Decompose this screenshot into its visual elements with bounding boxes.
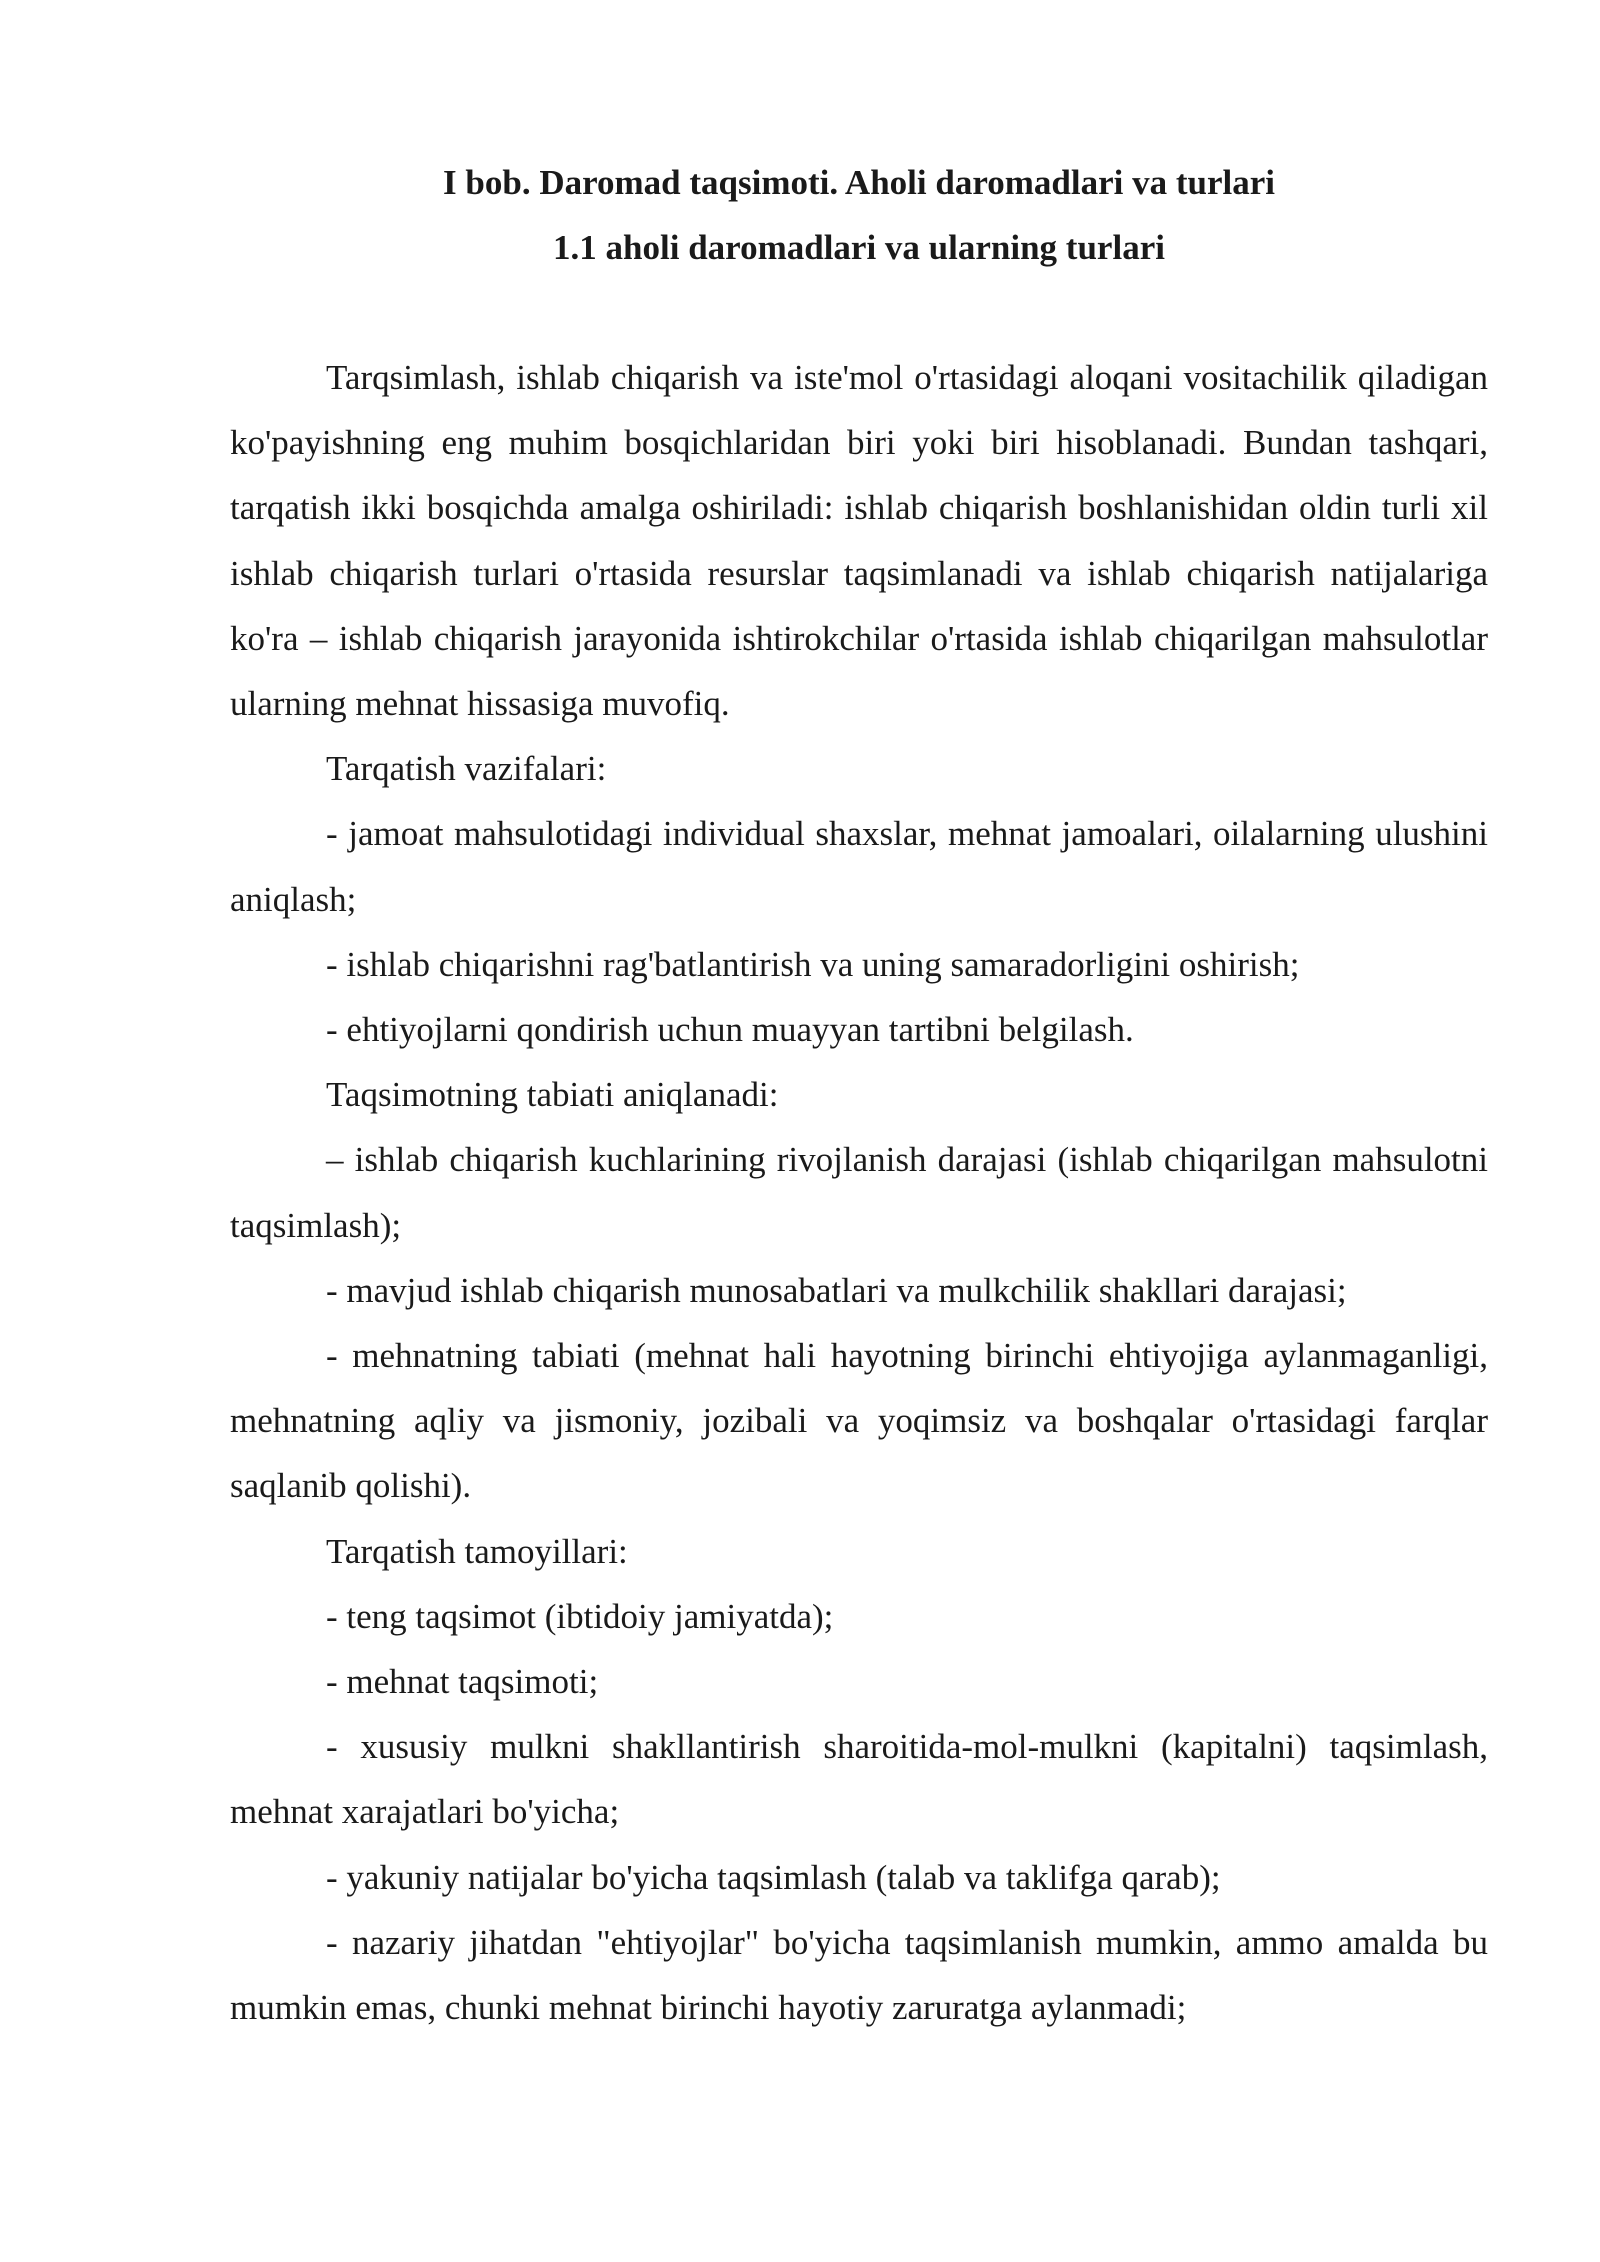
paragraph-functions-heading: Tarqatish vazifalari:	[326, 749, 607, 789]
list-item: - ishlab chiqarishni rag'batlantirish va uning samaradorligini oshirish;	[326, 944, 1300, 984]
list-item: - ehtiyojlarni qondirish uchun muayyan tartibni belgilash.	[326, 1010, 1134, 1050]
paragraph-intro: Tarqsimlash, ishlab chiqarish va iste'mol o'rtasidagi aloqani vositachilik qiladigan ko'payishning eng muhim bosqichlaridan biri yoki biri hisoblanadi. Bundan tashqari, tarqatish ikki bosqichda amalga oshiriladi: ishlab chiqarish boshlanishidan oldin turli xil ishlab chiqarish turlari o'rtasida resurslar taqsimlanadi va ishlab chiqarish natijalariga ko'ra – ishlab chiqarish jarayonida ishtirokchilar o'rtasida ishlab chiqarilgan mahsulotlar ularning mehnat hissasiga muvofiq.	[230, 358, 1488, 724]
chapter-title: I bob. Daromad taqsimoti. Aholi daromadlari va turlari	[443, 163, 1275, 202]
document-body	[230, 150, 1488, 2040]
section-title: 1.1 aholi daromadlari va ularning turlari	[553, 228, 1165, 267]
list-item: - nazariy jihatdan "ehtiyojlar" bo'yicha taqsimlanish mumkin, ammo amalda bu mumkin emas, chunki mehnat birinchi hayotiy zaruratga aylanmadi;	[230, 1922, 1488, 2028]
paragraph-nature-heading: Taqsimotning tabiati aniqlanadi:	[326, 1075, 779, 1115]
paragraph-principles-heading: Tarqatish tamoyillari:	[326, 1531, 628, 1571]
list-item: - mehnatning tabiati (mehnat hali hayotning birinchi ehtiyojiga aylanmaganligi, mehnatning aqliy va jismoniy, jozibali va yoqimsiz va boshqalar o'rtasidagi farqlar saqlanib qolishi).	[230, 1336, 1488, 1506]
list-item: - yakuniy natijalar bo'yicha taqsimlash (talab va taklifga qarab);	[326, 1857, 1221, 1897]
list-item: - xususiy mulkni shakllantirish sharoitida-mol-mulkni (kapitalni) taqsimlash, mehnat xarajatlari bo'yicha;	[230, 1727, 1488, 1832]
list-item: - teng taqsimot (ibtidoiy jamiyatda);	[326, 1596, 834, 1636]
heading-spacer	[230, 280, 1488, 345]
list-item: - jamoat mahsulotidagi individual shaxslar, mehnat jamoalari, oilalarning ulushini aniqlash;	[230, 814, 1488, 919]
list-item: - mavjud ishlab chiqarish munosabatlari va mulkchilik shakllari darajasi;	[326, 1270, 1347, 1310]
list-item: – ishlab chiqarish kuchlarining rivojlanish darajasi (ishlab chiqarilgan mahsulotni taqsimlash);	[230, 1140, 1488, 1245]
list-item: - mehnat taqsimoti;	[326, 1662, 599, 1702]
